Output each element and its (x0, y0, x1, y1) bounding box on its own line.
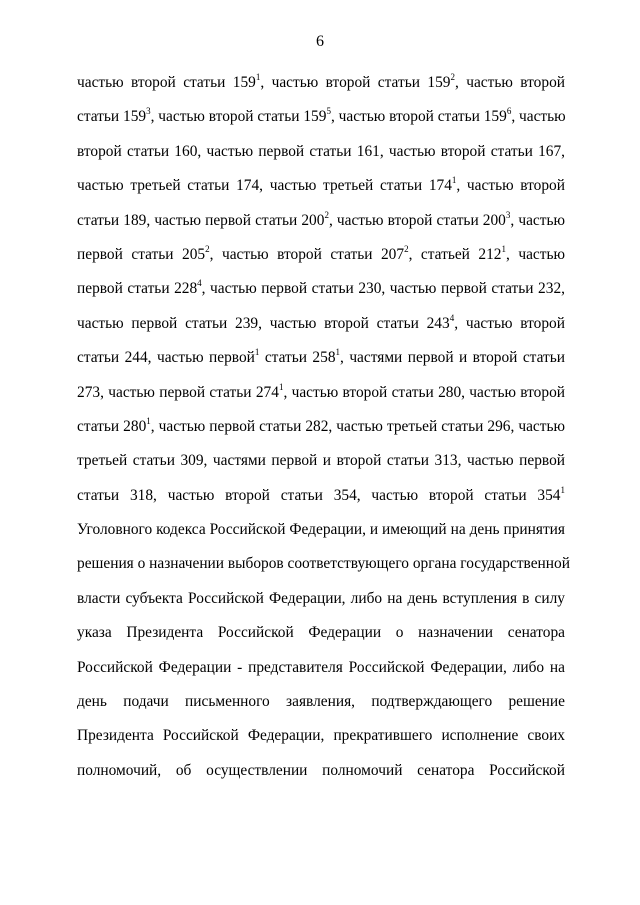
text-segment: Уголовного кодекса Российской Федерации, и имеющий на день принятия (77, 521, 565, 539)
text-segment: статьи 159 (77, 108, 147, 126)
text-line (77, 100, 565, 134)
text-segment: статьи 189, частью первой статьи 200 (77, 211, 325, 229)
page-number: 6 (316, 33, 324, 50)
text-segment: статьи 258 (259, 349, 336, 367)
text-line (77, 376, 565, 410)
superscript: 4 (197, 278, 202, 289)
text-segment: , частью второй статьи 159 (330, 108, 507, 126)
text-segment: частью второй статьи 159 (77, 74, 256, 91)
superscript: 2 (205, 243, 210, 254)
text-line (77, 616, 565, 650)
text-line (77, 651, 565, 685)
text-segment: , частью первой статьи 282, частью третьей статьи 296, частью (150, 417, 565, 435)
text-segment: , частью второй статьи 207 (209, 245, 405, 263)
text-line (77, 238, 565, 272)
body-text (77, 66, 570, 788)
superscript: 4 (449, 312, 455, 323)
text-segment: , частью (510, 211, 566, 229)
text-line (77, 307, 565, 341)
superscript: 1 (501, 243, 507, 254)
text-segment: указа Президента Российской Федерации о назначении сенатора (77, 624, 565, 642)
text-segment: первой статьи 205 (77, 245, 206, 263)
superscript: 1 (560, 484, 565, 495)
text-segment: статьи 244, частью первой (77, 349, 255, 367)
text-line (77, 582, 565, 616)
superscript: 1 (278, 381, 284, 392)
text-segment: , частями первой и второй статьи (340, 349, 566, 367)
superscript: 6 (506, 106, 512, 117)
text-segment: второй статьи 160, частью первой статьи 161, частью второй статьи 167, (77, 142, 565, 160)
text-segment: полномочий, об осуществлении полномочий сенатора Российской (77, 761, 565, 779)
text-segment: власти субъекта Российской Федерации, либо на день вступления в силу (77, 589, 565, 607)
text-line (77, 719, 565, 753)
text-segment: первой статьи 228 (77, 280, 198, 298)
superscript: 1 (254, 347, 260, 358)
text-line (77, 410, 565, 444)
superscript: 2 (324, 209, 329, 220)
text-segment: , статьей 212 (408, 245, 502, 263)
superscript: 1 (335, 347, 341, 358)
text-segment: статьи 318, частью второй статьи 354, частью второй статьи 354 (77, 486, 561, 504)
text-line (77, 547, 570, 581)
text-segment: частью третьей статьи 174, частью третьей статьи 174 (77, 177, 452, 195)
text-line (77, 204, 565, 238)
text-line (77, 169, 565, 203)
text-segment: , частью первой статьи 230, частью первой статьи 232, (201, 280, 565, 298)
superscript: 5 (326, 106, 331, 117)
text-segment: решения о назначении выборов соответствующего органа государственной (77, 555, 570, 573)
text-line (77, 341, 565, 375)
text-line (77, 135, 565, 169)
text-segment: , частью второй статьи 280, частью второй (283, 383, 565, 401)
text-segment: , частью второй (456, 177, 565, 195)
text-segment: Российской Федерации - представителя Российской Федерации, либо на (77, 658, 565, 676)
superscript: 3 (505, 209, 511, 220)
superscript: 1 (255, 72, 261, 82)
superscript: 2 (404, 243, 409, 254)
text-line (77, 444, 565, 478)
text-segment: статьи 280 (77, 417, 147, 435)
text-segment: , частью второй статьи 159 (150, 108, 327, 126)
text-line (77, 272, 565, 306)
text-segment: 273, частью первой статьи 274 (77, 383, 279, 401)
text-segment: Президента Российской Федерации, прекратившего исполнение своих (77, 727, 565, 745)
superscript: 1 (451, 175, 457, 186)
superscript: 1 (146, 415, 151, 426)
text-line (77, 754, 565, 788)
superscript: 2 (450, 72, 455, 82)
text-segment: , частью (511, 108, 566, 126)
text-segment: , частью (506, 245, 566, 263)
text-segment: , частью второй статьи 159 (260, 74, 451, 91)
text-segment: , частью второй (454, 74, 566, 91)
superscript: 3 (146, 106, 151, 117)
text-segment: частью первой статьи 239, частью второй статьи 243 (77, 314, 450, 332)
text-segment: , частью второй (454, 314, 565, 332)
text-segment: третьей статьи 309, частями первой и второй статьи 313, частью первой (77, 452, 565, 470)
text-segment: день подачи письменного заявления, подтверждающего решение (77, 693, 565, 711)
text-line (77, 479, 565, 513)
text-segment: , частью второй статьи 200 (328, 211, 506, 229)
text-line (77, 66, 565, 100)
text-line (77, 685, 565, 719)
text-line (77, 513, 565, 547)
